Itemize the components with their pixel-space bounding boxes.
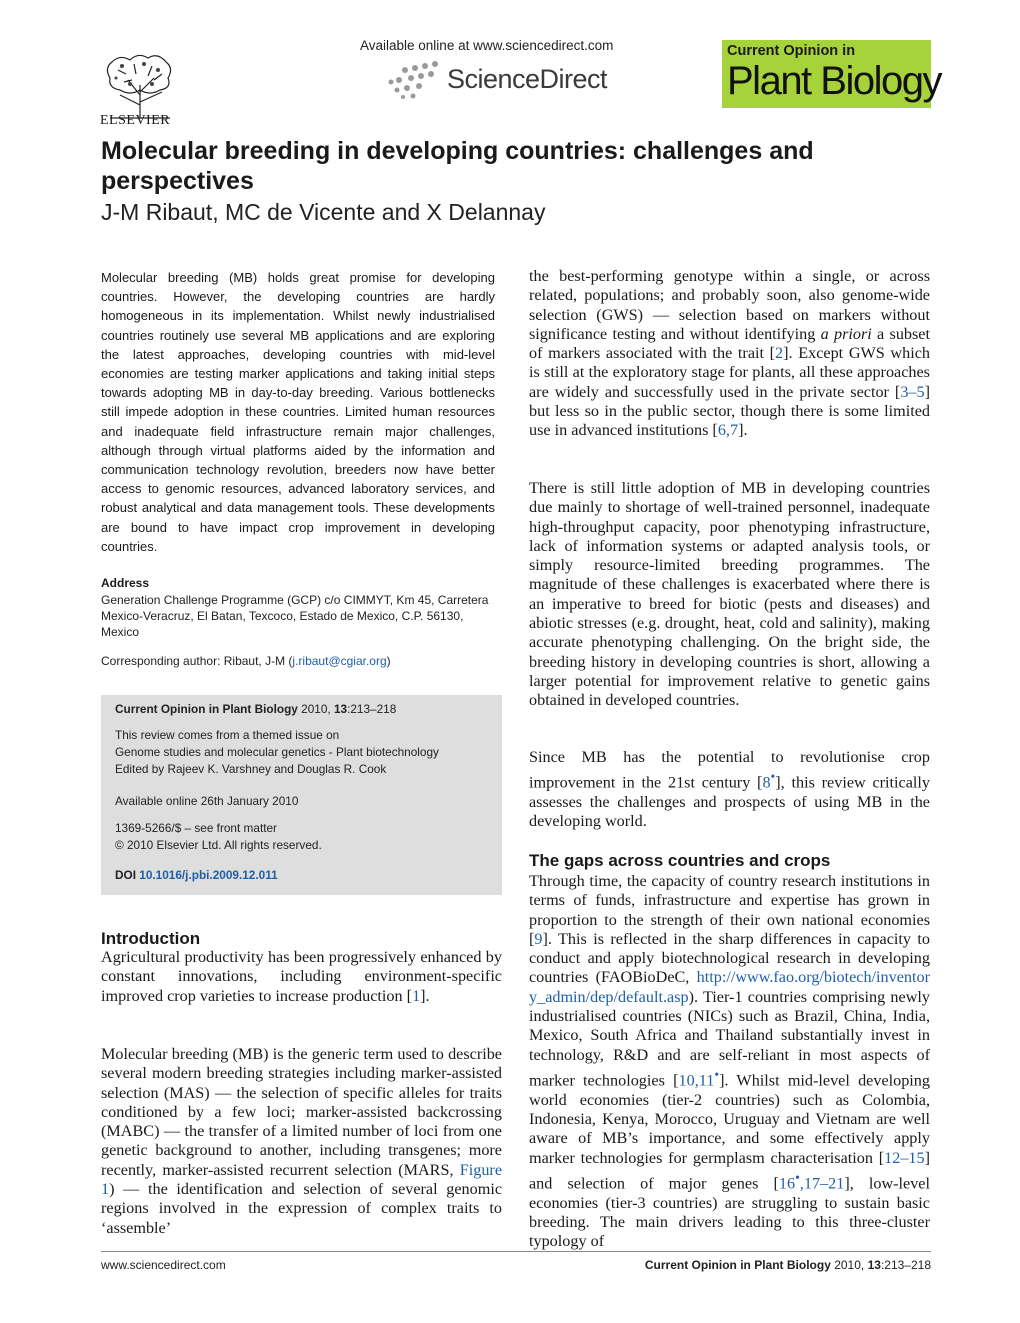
available-online-text: Available online at www.sciencedirect.com [360,38,614,53]
gaps-text-e: ] and selection of major genes [ [529,1148,930,1193]
right-p1-text-b: a subset of markers associated with the trait [ [529,324,930,363]
gaps-text-d: ]. Whilst mid-level developing world economies (tier-2 countries) such as Colombia, Indonesia, Kenya, Morocco, Uruguay and Vietnam are well aware of MB’s importance, and some effectively apply marker technologies for germplasm characterisation [ [529,1071,930,1167]
publisher-name: ELSEVIER [100,113,171,128]
right-paragraph-1 [529,267,930,441]
footer-journal: Current Opinion in Plant Biology [644,1258,831,1272]
intro-p1-end: ]. [420,986,430,1005]
sciencedirect-dots-icon [385,60,445,100]
right-p1-text-c: ]. Except GWS which is still at the exploratory stage for plants, all these approaches are widely and successfully used in the private sector [ [529,344,930,401]
doi-link[interactable]: 10.1016/j.pbi.2009.12.011 [139,868,278,882]
doi-label: DOI [115,868,136,882]
gaps-text-c: ). Tier-1 countries comprising newly industrialised countries (NICs) such as Brazil, China, India, Mexico, South Africa and Thailand substantially invest in technology, R&D and are self-reliant in most aspects of marker technologies [ [529,987,930,1090]
address-text: Generation Challenge Programme (GCP) c/o CIMMYT, Km 45, Carretera Mexico-Veracruz, El Batan, Texcoco, Estado de Mexico, C.P. 56130, Mexico [101,593,489,639]
ref-8-bullet: • [770,769,776,785]
ref-link-8[interactable]: 8 [762,773,771,792]
journal-badge-series: Current Opinion in [727,43,856,59]
right-p1-text-e: ]. [738,421,748,440]
right-p1-italic: a priori [820,324,872,343]
footer-volume: 13 [867,1258,881,1272]
article-authors: J-M Ribaut, MC de Vicente and X Delannay [101,199,546,225]
info-available-date: Available online 26th January 2010 [115,794,299,808]
info-journal: Current Opinion in Plant Biology [115,702,298,716]
article-title: Molecular breeding in developing countries: challenges and perspectives [101,137,814,195]
faobiodec-url-link[interactable]: http://www.fao.org/biotech/inventory_admin/dep/default.asp [529,968,930,1006]
right-p3-text-a: Since MB has the potential to revolutionise crop improvement in the 21st century [ [529,748,930,792]
gaps-text-b: ]. This is reflected in the sharp differences in capacity to conduct and apply biotechnological research in developing countries (FAOBioDeC, [529,929,930,987]
info-themed-line2: Genome studies and molecular genetics - Plant biotechnology [115,745,439,759]
gaps-paragraph [529,872,930,1251]
footer-pages: :213–218 [880,1258,931,1272]
info-themed-line1: This review comes from a themed issue on [115,728,340,742]
abstract: Molecular breeding (MB) holds great promise for developing countries. However, the developing countries are hardly homogeneous in its implementation. Whilst newly industrialised countries routinely use several MB applications and are exploring the latest approaches, developing countries with mid-level economies are testing marker applications and taking initial steps towards adopting MB in day-to-day breeding. Various bottlenecks still impede adoption in these countries. Limited human resources and inadequate field infrastructure remain major challenges, although through virtual platforms aided by the information and communication technology revolution, breeders now have better access to genomic resources, advanced laboratory services, and robust analytical and data management tools. These developments are bound to have impact crop improvement in developing countries. [101,270,495,554]
article-info-box [101,695,502,895]
footer-year: 2010, [830,1258,868,1272]
info-year: 2010, [301,702,331,716]
sciencedirect-wordmark: ScienceDirect [447,64,608,94]
right-paragraph-2: There is still little adoption of MB in developing countries due mainly to shortage of well-trained personnel, inadequate high-throughput capacity, poor phenotyping infrastructure, lack of information systems or adapted analysis tools, or simply resource-limited breeding programmes. The magnitude of these challenges is exacerbated where there is an imperative to breed for biotic (pests and diseases) and abiotic stresses (e.g. drought, heat, cold and salinity), making accurate phenotyping challenging. On the bright side, the breeding history in developing countries is short, allowing a larger potential for improvement relative to genetic gains obtained in developed countries. [529,479,930,710]
info-pages: :213–218 [347,702,397,716]
corresponding-suffix: ) [386,654,391,668]
ref-link-10-11[interactable]: 10,11 [678,1071,715,1090]
ref-link-6-7[interactable]: 6,7 [717,421,739,440]
gaps-heading: The gaps across countries and crops [529,851,831,870]
right-p3-text-b: ], this review critically assesses the challenges and prospects of using MB in the developing world. [529,773,930,831]
ref-link-9[interactable]: 9 [534,929,543,948]
journal-badge-title: Plant Biology [727,59,941,103]
info-citation [115,702,396,716]
gaps-text-f: ], low-level economies (tier-3 countries) are struggling to sustain basic breeding. The main drivers leading to this three-cluster typology of [529,1174,930,1251]
ref-link-16[interactable]: 16 [778,1174,796,1193]
corresponding-author [101,654,391,668]
info-doi [115,868,278,882]
intro-paragraph-1 [101,948,502,1006]
right-paragraph-3 [529,748,930,832]
footer-citation [645,1258,931,1272]
corresponding-email-link[interactable]: j.ribaut@cgiar.org [292,654,387,668]
journal-badge [722,40,941,108]
gaps-text-a: Through time, the capacity of country research institutions in terms of funds, infrastructure and expertise has grown in proportion to the strength of their own national economies [ [529,872,930,948]
right-p1-text-d: ] but less so in the public sector, though there is some limited use in advanced institutions [ [529,382,930,440]
ref-link-3-5[interactable]: 3–5 [900,382,925,401]
ref-link-1[interactable]: 1 [412,986,421,1005]
introduction-heading: Introduction [101,929,201,948]
intro-p2-end: ) — the identification and selection of several genomic regions involved in the expression of complex traits to ‘assemble’ [101,1180,502,1237]
right-p1-text-a: the best-performing genotype within a single, or across related, populations; and probably soon, also genome-wide selection (GWS) — selection based on markers without significance testing and without identifying [529,267,930,343]
info-issn: 1369-5266/$ – see front matter [115,821,277,835]
footer-website: www.sciencedirect.com [101,1258,226,1272]
corresponding-prefix: Corresponding author: Ribaut, J-M ( [101,654,293,668]
ref-link-12-15[interactable]: 12–15 [884,1148,925,1167]
info-copyright: © 2010 Elsevier Ltd. All rights reserved. [115,838,322,852]
figure-1-link[interactable]: Figure 1 [101,1160,502,1199]
info-volume: 13 [333,702,348,716]
ref-link-17-21[interactable]: ,17–21 [799,1174,845,1193]
intro-p1-text: Agricultural productivity has been progressively enhanced by constant innovations, including environment-specific improved crop varieties to increase production [ [101,948,502,1005]
intro-paragraph-2 [101,1045,502,1238]
ref-link-2[interactable]: 2 [775,344,784,363]
info-editors: Edited by Rajeev K. Varshney and Douglas R. Cook [115,762,387,776]
ref-16-bullet: • [795,1169,800,1185]
intro-p2-text: Molecular breeding (MB) is the generic term used to describe several modern breeding strategies including marker-assisted selection (MAS) — the selection of specific alleles for traits conditioned by a few loci; marker-assisted backcrossing (MABC) — the transfer of a limited number of loci from one genetic background to another, including transgenes; more recently, marker-assisted recurrent selection (MARS, [101,1045,502,1179]
ref-11-bullet: • [714,1066,720,1082]
address-label: Address [101,576,150,590]
footer-divider [101,1251,931,1252]
